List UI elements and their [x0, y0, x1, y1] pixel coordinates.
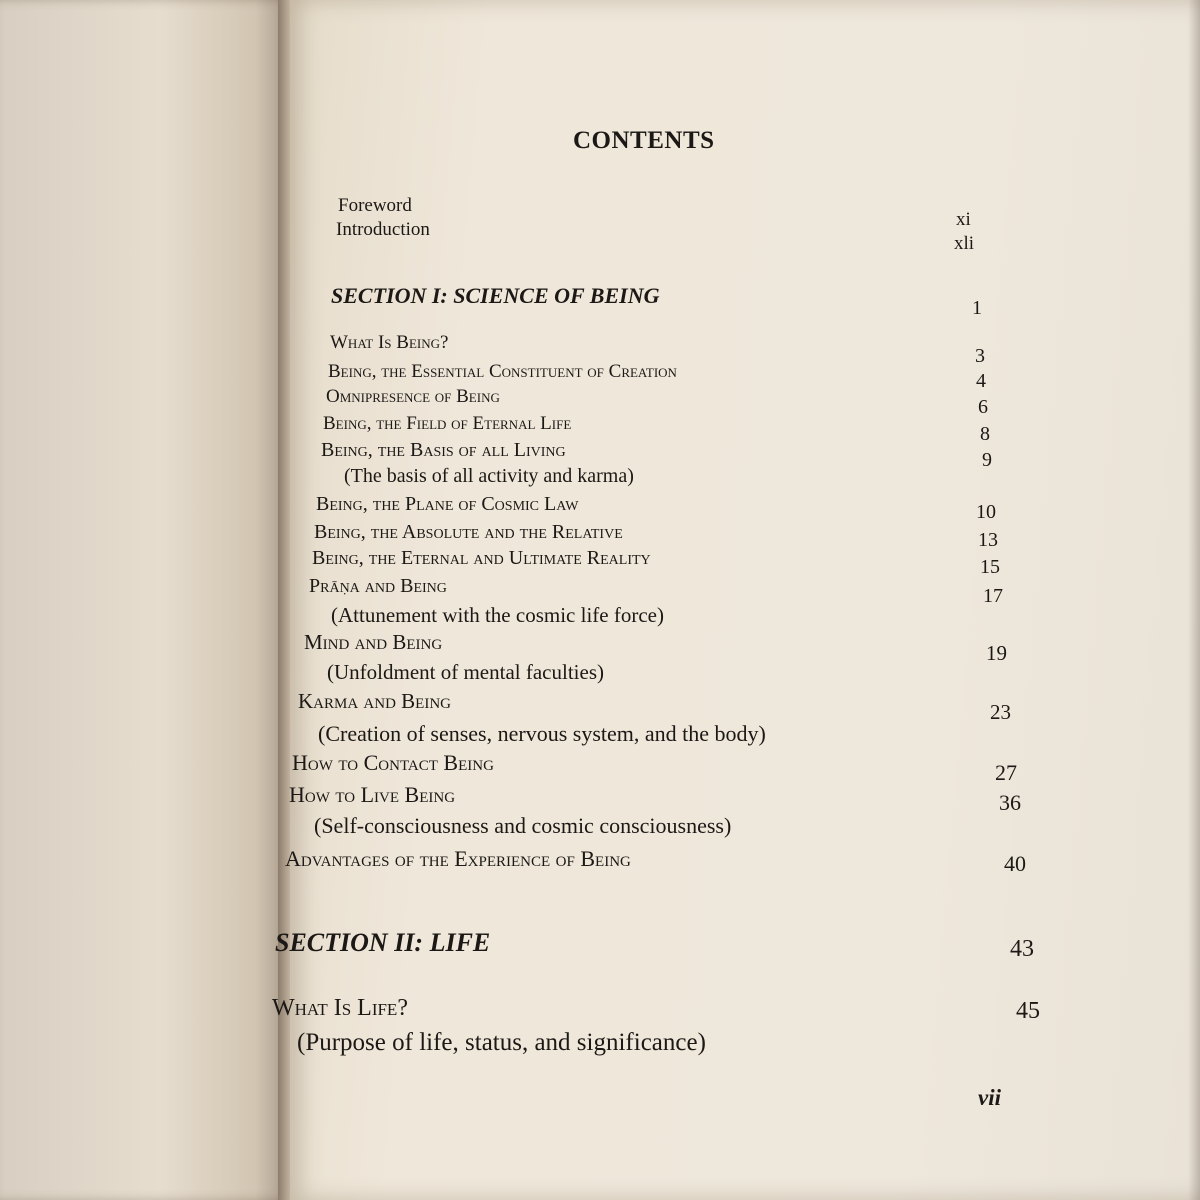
toc-subtitle: (Purpose of life, status, and significance): [297, 1029, 706, 1056]
toc-entry: What Is Life?: [272, 995, 408, 1021]
left-page: [0, 0, 290, 1200]
toc-entry: Advantages of the Experience of Being: [285, 846, 631, 871]
section-2-title: SECTION II: LIFE: [275, 928, 491, 957]
toc-page: 23: [990, 700, 1011, 724]
toc-page: 45: [1016, 998, 1040, 1024]
toc-entry: What Is Being?: [330, 332, 449, 353]
toc-entry: How to Live Being: [289, 782, 456, 807]
toc-page: 15: [980, 556, 1000, 578]
toc-subtitle: (Unfoldment of mental faculties): [327, 660, 604, 684]
page-edge-shadow: [1188, 0, 1200, 1200]
toc-page-introduction: xli: [954, 233, 975, 254]
section-1-page: 1: [972, 297, 982, 319]
toc-page-foreword: xi: [956, 209, 971, 230]
toc-entry: Being, the Plane of Cosmic Law: [316, 493, 579, 515]
right-page: [290, 0, 1200, 1200]
toc-page: 17: [983, 585, 1003, 607]
toc-entry: Being, the Field of Eternal Life: [323, 413, 572, 434]
toc-page: 4: [976, 370, 986, 392]
toc-entry: How to Contact Being: [292, 750, 494, 775]
contents-heading: CONTENTS: [573, 127, 715, 154]
toc-entry: Being, the Essential Constituent of Creation: [328, 361, 677, 382]
toc-entry: Prāṇa and Being: [309, 575, 447, 597]
toc-page: 13: [978, 529, 998, 551]
toc-page: 27: [995, 760, 1017, 785]
toc-entry: Being, the Absolute and the Relative: [314, 521, 623, 543]
toc-page: 9: [982, 449, 992, 471]
toc-entry-introduction: Introduction: [336, 219, 430, 240]
toc-page: 36: [999, 790, 1021, 815]
section-1-title: SECTION I: SCIENCE OF BEING: [331, 283, 660, 308]
toc-page: 3: [975, 345, 985, 367]
toc-entry: Mind and Being: [304, 630, 443, 654]
page-number: vii: [978, 1085, 1001, 1110]
toc-page: 19: [986, 641, 1007, 665]
toc-subtitle: (Attunement with the cosmic life force): [331, 603, 664, 627]
toc-subtitle: (The basis of all activity and karma): [344, 465, 634, 487]
toc-entry: Omnipresence of Being: [326, 386, 500, 407]
toc-entry: Being, the Basis of all Living: [321, 439, 566, 461]
toc-page: 40: [1004, 851, 1026, 876]
toc-page: 6: [978, 396, 988, 418]
section-2-page: 43: [1010, 936, 1034, 962]
toc-entry: Karma and Being: [298, 689, 451, 713]
toc-page: 8: [980, 423, 990, 445]
toc-entry: Being, the Eternal and Ultimate Reality: [312, 547, 651, 569]
toc-subtitle: (Creation of senses, nervous system, and the body): [318, 721, 766, 746]
toc-subtitle: (Self-consciousness and cosmic consciousness): [314, 813, 732, 838]
toc-entry-foreword: Foreword: [338, 195, 412, 216]
toc-page: 10: [976, 501, 996, 523]
